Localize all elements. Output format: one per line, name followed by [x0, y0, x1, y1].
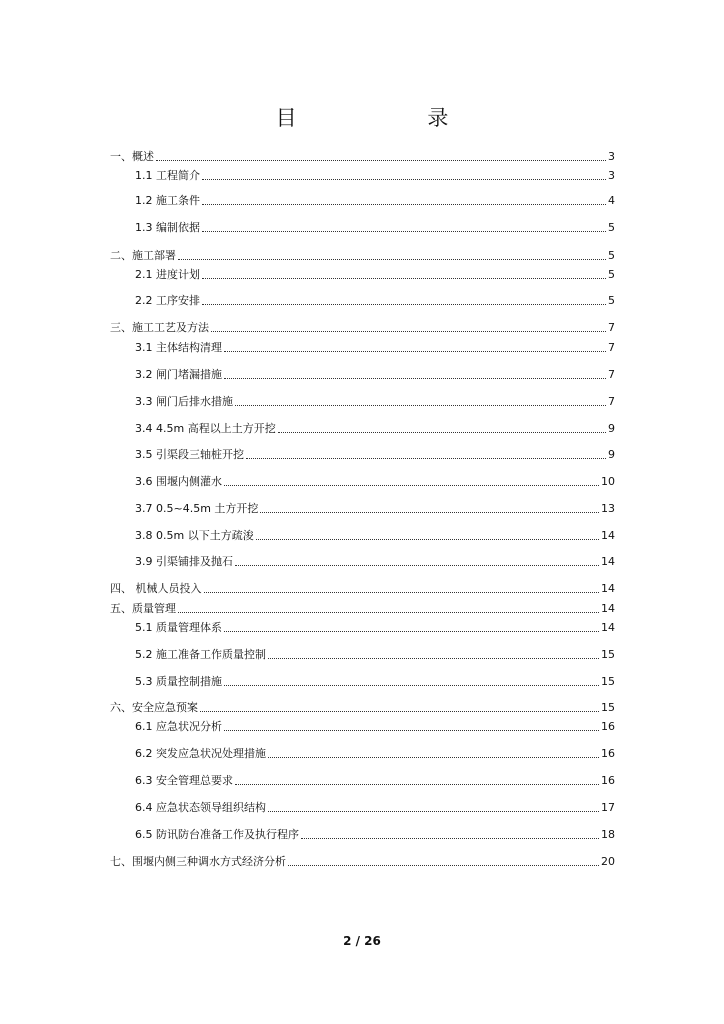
dot-leader [224, 350, 606, 352]
dot-leader [278, 431, 606, 433]
toc-entry-label: 5.1 质量管理体系 [135, 621, 222, 634]
toc-entry[interactable] [135, 473, 615, 489]
toc-entry-label: 5.2 施工准备工作质量控制 [135, 648, 266, 661]
toc-entry-page-number: 16 [601, 747, 615, 760]
toc-entry-label: 七、围堰内侧三种调水方式经济分析 [110, 855, 286, 868]
toc-entry-page-number: 16 [601, 774, 615, 787]
toc-entry[interactable] [110, 148, 615, 164]
toc-entry[interactable] [110, 600, 615, 616]
toc-entry-label: 3.8 0.5m 以下土方疏浚 [135, 529, 254, 542]
toc-entry-page-number: 15 [601, 701, 615, 714]
toc-entry-page-number: 7 [608, 395, 615, 408]
dot-leader [202, 303, 606, 305]
toc-entry-page-number: 5 [608, 268, 615, 281]
toc-entry[interactable] [135, 553, 615, 569]
toc-entry-page-number: 18 [601, 828, 615, 841]
toc-entry[interactable] [110, 853, 615, 869]
toc-entry-page-number: 15 [601, 648, 615, 661]
toc-entry-label: 3.4 4.5m 高程以上土方开挖 [135, 422, 276, 435]
toc-entry[interactable] [135, 167, 615, 183]
dot-leader [224, 484, 599, 486]
dot-leader [211, 330, 606, 332]
dot-leader [268, 810, 599, 812]
toc-entry-page-number: 16 [601, 720, 615, 733]
dot-leader [204, 591, 600, 593]
toc-entry-page-number: 17 [601, 801, 615, 814]
dot-leader [260, 511, 599, 513]
toc-entry-label: 6.2 突发应急状况处理措施 [135, 747, 266, 760]
toc-entry-page-number: 14 [601, 582, 615, 595]
toc-entry[interactable] [135, 339, 615, 355]
toc-entry[interactable] [135, 718, 615, 734]
toc-entry-label: 6.3 安全管理总要求 [135, 774, 233, 787]
toc-entry-label: 6.4 应急状态领导组织结构 [135, 801, 266, 814]
dot-leader [235, 783, 599, 785]
toc-entry-label: 五、质量管理 [110, 602, 176, 615]
toc-entry[interactable] [110, 319, 615, 335]
dot-leader [235, 564, 599, 566]
toc-entry-label: 3.2 闸门堵漏措施 [135, 368, 222, 381]
dot-leader [224, 684, 599, 686]
toc-entry-label: 3.3 闸门后排水措施 [135, 395, 233, 408]
dot-leader [156, 159, 606, 161]
toc-entry[interactable] [135, 673, 615, 689]
toc-entry[interactable] [135, 420, 615, 436]
toc-entry[interactable] [135, 745, 615, 761]
toc-entry-page-number: 7 [608, 341, 615, 354]
toc-entry-page-number: 7 [608, 368, 615, 381]
dot-leader [200, 710, 599, 712]
toc-entry-page-number: 10 [601, 475, 615, 488]
dot-leader [246, 457, 606, 459]
toc-entry-label: 3.6 围堰内侧灌水 [135, 475, 222, 488]
toc-entry-label: 6.5 防讯防台准备工作及执行程序 [135, 828, 299, 841]
toc-entry-label: 六、安全应急预案 [110, 701, 198, 714]
toc-entry-label: 5.3 质量控制措施 [135, 675, 222, 688]
toc-entry-label: 3.1 主体结构清理 [135, 341, 222, 354]
toc-entry[interactable] [135, 772, 615, 788]
toc-entry-page-number: 3 [608, 150, 615, 163]
toc-entry-label: 3.9 引渠铺排及抛石 [135, 555, 233, 568]
toc-entry[interactable] [135, 446, 615, 462]
toc-entry[interactable] [135, 366, 615, 382]
toc-entry-page-number: 15 [601, 675, 615, 688]
dot-leader [301, 837, 599, 839]
dot-leader [202, 203, 606, 205]
toc-entry-page-number: 4 [608, 194, 615, 207]
toc-entry-label: 一、概述 [110, 150, 154, 163]
toc-entry-page-number: 14 [601, 602, 615, 615]
toc-entry[interactable] [135, 292, 615, 308]
dot-leader [235, 404, 606, 406]
toc-entry[interactable] [110, 247, 615, 263]
toc-entry-page-number: 3 [608, 169, 615, 182]
toc-entry[interactable] [135, 393, 615, 409]
toc-entry[interactable] [135, 500, 615, 516]
toc-entry-page-number: 5 [608, 294, 615, 307]
toc-entry-page-number: 5 [608, 249, 615, 262]
toc-entry-page-number: 13 [601, 502, 615, 515]
toc-entry-label: 1.3 编制依据 [135, 221, 200, 234]
dot-leader [202, 230, 606, 232]
toc-entry-page-number: 5 [608, 221, 615, 234]
dot-leader [224, 729, 599, 731]
toc-entry-page-number: 14 [601, 621, 615, 634]
dot-leader [224, 630, 599, 632]
toc-entry[interactable] [110, 699, 615, 715]
toc-entry-page-number: 9 [608, 422, 615, 435]
toc-entry-label: 3.5 引渠段三轴桩开挖 [135, 448, 244, 461]
toc-entry-page-number: 7 [608, 321, 615, 334]
toc-entry[interactable] [110, 580, 615, 596]
dot-leader [224, 377, 606, 379]
toc-entry[interactable] [135, 826, 615, 842]
toc-entry[interactable] [135, 219, 615, 235]
toc-entry-page-number: 9 [608, 448, 615, 461]
toc-entry-label: 四、 机械人员投入 [110, 582, 202, 595]
toc-entry-label: 二、施工部署 [110, 249, 176, 262]
toc-entry-label: 三、施工工艺及方法 [110, 321, 209, 334]
toc-entry[interactable] [135, 646, 615, 662]
toc-entry[interactable] [135, 619, 615, 635]
dot-leader [202, 178, 606, 180]
toc-entry-label: 6.1 应急状况分析 [135, 720, 222, 733]
dot-leader [178, 611, 599, 613]
toc-entry-page-number: 14 [601, 529, 615, 542]
toc-title: 目 录 [275, 106, 511, 130]
toc-entry[interactable] [135, 192, 615, 208]
toc-entry[interactable] [135, 527, 615, 543]
toc-entry-page-number: 14 [601, 555, 615, 568]
toc-entry-label: 3.7 0.5~4.5m 土方开挖 [135, 502, 259, 515]
toc-entry-label: 1.1 工程简介 [135, 169, 200, 182]
dot-leader [268, 657, 599, 659]
toc-entry[interactable] [135, 266, 615, 282]
dot-leader [202, 277, 606, 279]
toc-entry-label: 1.2 施工条件 [135, 194, 200, 207]
dot-leader [256, 538, 599, 540]
page-number-footer: 2 / 26 [343, 934, 381, 948]
toc-entry[interactable] [135, 799, 615, 815]
dot-leader [178, 258, 606, 260]
dot-leader [268, 756, 599, 758]
toc-entry-label: 2.2 工序安排 [135, 294, 200, 307]
dot-leader [288, 864, 599, 866]
toc-entry-page-number: 20 [601, 855, 615, 868]
toc-entry-label: 2.1 进度计划 [135, 268, 200, 281]
